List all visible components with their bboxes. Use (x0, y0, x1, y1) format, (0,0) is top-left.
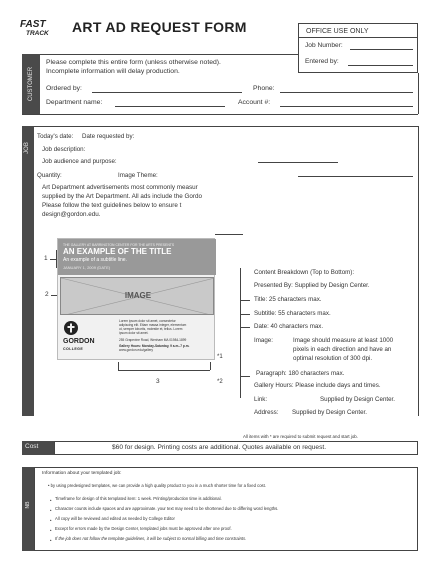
phone-field[interactable] (280, 92, 413, 93)
required-star-1: *1 (217, 354, 223, 360)
sample-ad (57, 238, 215, 360)
college-name: GORDON (63, 338, 95, 345)
phone-label: Phone: (253, 85, 275, 92)
marker-1: 1 (44, 255, 48, 262)
logo (20, 20, 50, 37)
date-requested-label: Date requested by: (82, 133, 135, 140)
office-use-heading: OFFICE USE ONLY (306, 28, 369, 35)
breakdown-heading: Content Breakdown (Top to Bottom): (254, 269, 355, 276)
entered-by-label: Entered by: (305, 58, 339, 65)
sample-ad-top-line: THE GALLERY AT BARRINGTON CENTER FOR THE ARTS PRESENTS (63, 243, 175, 247)
notes-heading: Information about your templated job: (42, 471, 122, 476)
breakdown-image-line2: pixels in each direction and have an (293, 346, 392, 353)
logo-track: TRACK (26, 30, 49, 37)
breakdown-address-label: Address: (254, 409, 279, 416)
sample-ad-image-label: IMAGE (124, 291, 152, 300)
breakdown-title: Title: 25 characters max. (254, 296, 322, 303)
sample-ad-subtitle: An example of a subtitle line. (63, 257, 127, 263)
breakdown-link-label: Link: (254, 396, 268, 403)
college-word: COLLEGE (63, 347, 84, 351)
breakdown-date: Date: 40 characters max. (254, 323, 324, 330)
page-title: ART AD REQUEST FORM (72, 19, 247, 35)
sample-ad-lorem2: adipiscing elit. Etiam massa integer, elementum (119, 323, 187, 327)
note-item-2: Character counts include spaces and are approximate. your text may need to be shortened due to differing word lengths. (55, 506, 279, 511)
image-theme-label: Image Theme: (118, 172, 158, 179)
job-side-label: JOB (24, 142, 30, 154)
breakdown-presented-by: Presented By: Supplied by Design Center. (254, 282, 370, 289)
customer-side-label: CUSTOMER (28, 66, 34, 102)
breakdown-image-label: Image: (254, 337, 273, 344)
sample-ad-address: 255 Grapevine Road, Wenham MA 01984-1899 (119, 338, 187, 342)
job-number-field[interactable] (350, 49, 413, 50)
job-description-label: Job description: (42, 146, 86, 153)
sample-ad-date: JANUARY 1, 2009 (DATE) (63, 265, 111, 270)
note-item-3: All copy will be reviewed and edited as needed by College Editor (55, 516, 175, 521)
college-seal-icon (64, 321, 78, 335)
job-sidebar (22, 126, 34, 416)
department-label: Department name: (46, 99, 103, 106)
breakdown-link-value: Supplied by Design Center. (320, 396, 395, 403)
customer-intro-line1: Please complete this entire form (unless otherwise noted). (46, 59, 221, 66)
marker-2: 2 (45, 291, 49, 298)
audience-field[interactable] (258, 162, 338, 163)
sample-ad-lorem3: ut, semper lobortis, molestie et, tellus. Lorem (119, 327, 183, 331)
image-theme-field[interactable] (298, 176, 413, 177)
breakdown-footnote: All items with * are required to submit request and start job. (243, 434, 358, 439)
sample-ad-hours: Gallery Hours: Monday-Saturday, 9 a.m.-7 p.m. (119, 344, 190, 348)
breakdown-subtitle: Subtitle: 55 characters max. (254, 310, 331, 317)
sample-ad-lorem4: ipsum dolor sit amet. (119, 331, 149, 335)
sample-ad-lorem1: Lorem ipsum dolor sit amet, consectetur (119, 319, 176, 323)
customer-intro-line2: Incomplete information will delay production. (46, 68, 180, 75)
ordered-by-label: Ordered by: (46, 85, 82, 92)
account-label: Account #: (238, 99, 271, 106)
ordered-by-field[interactable] (92, 92, 242, 93)
entered-by-field[interactable] (348, 65, 413, 66)
note-bullets: • • • • • (50, 498, 52, 543)
marker-3: 3 (156, 378, 160, 385)
note-item-1: Timeframe for design of this templated item: 1 week. Printing/production time is additional. (55, 496, 222, 501)
job-paragraph-line2: supplied by the Art Department. All ads include the Gordo (42, 193, 202, 200)
job-paragraph-line1: Art Department advertisements most commonly measur (42, 184, 198, 191)
audience-label: Job audience and purpose: (42, 158, 117, 165)
notes-side-label: NB (25, 501, 31, 509)
breakdown-paragraph: Paragraph: 180 characters max. (256, 370, 345, 377)
account-field[interactable] (280, 106, 413, 107)
job-number-label: Job Number: (305, 42, 343, 49)
breakdown-gallery-hours: Gallery Hours: Please include days and times. (254, 382, 381, 389)
job-paragraph-line3: Please follow the text guidelines below to ensure t (42, 202, 182, 209)
cost-side-label: Cost (25, 443, 39, 450)
sample-ad-image (60, 277, 214, 315)
note-item-4: Except for errors made by the Design Center, templated jobs must be approved after one proof. (55, 526, 232, 531)
notes-intro: • by using predesigned templates, we can provide a high quality product to you in a much shorter time for a fixed cost. (48, 483, 266, 488)
job-paragraph-line4: design@gordon.edu. (42, 211, 101, 218)
breakdown-image-line3: optimal resolution of 300 dpi. (293, 355, 373, 362)
cost-text: $60 for design. Printing costs are additional. Quotes available on request. (112, 444, 327, 451)
logo-fast: FAST (20, 19, 46, 30)
quantity-label: Quantity: (37, 172, 62, 179)
breakdown-image-line1: Image should measure at least 1000 (293, 337, 394, 344)
department-field[interactable] (115, 106, 225, 107)
required-star-2: *2 (217, 379, 223, 385)
breakdown-address-value: Supplied by Design Center. (292, 409, 367, 416)
todays-date-label: Today's date: (37, 133, 74, 140)
sample-ad-title: AN EXAMPLE OF THE TITLE (63, 247, 172, 256)
sample-ad-website: www.gordon.edu/gallery (119, 348, 154, 352)
note-item-5: If the job does not follow the template guidelines, it will be subject to normal billing and time constraints. (55, 536, 247, 541)
